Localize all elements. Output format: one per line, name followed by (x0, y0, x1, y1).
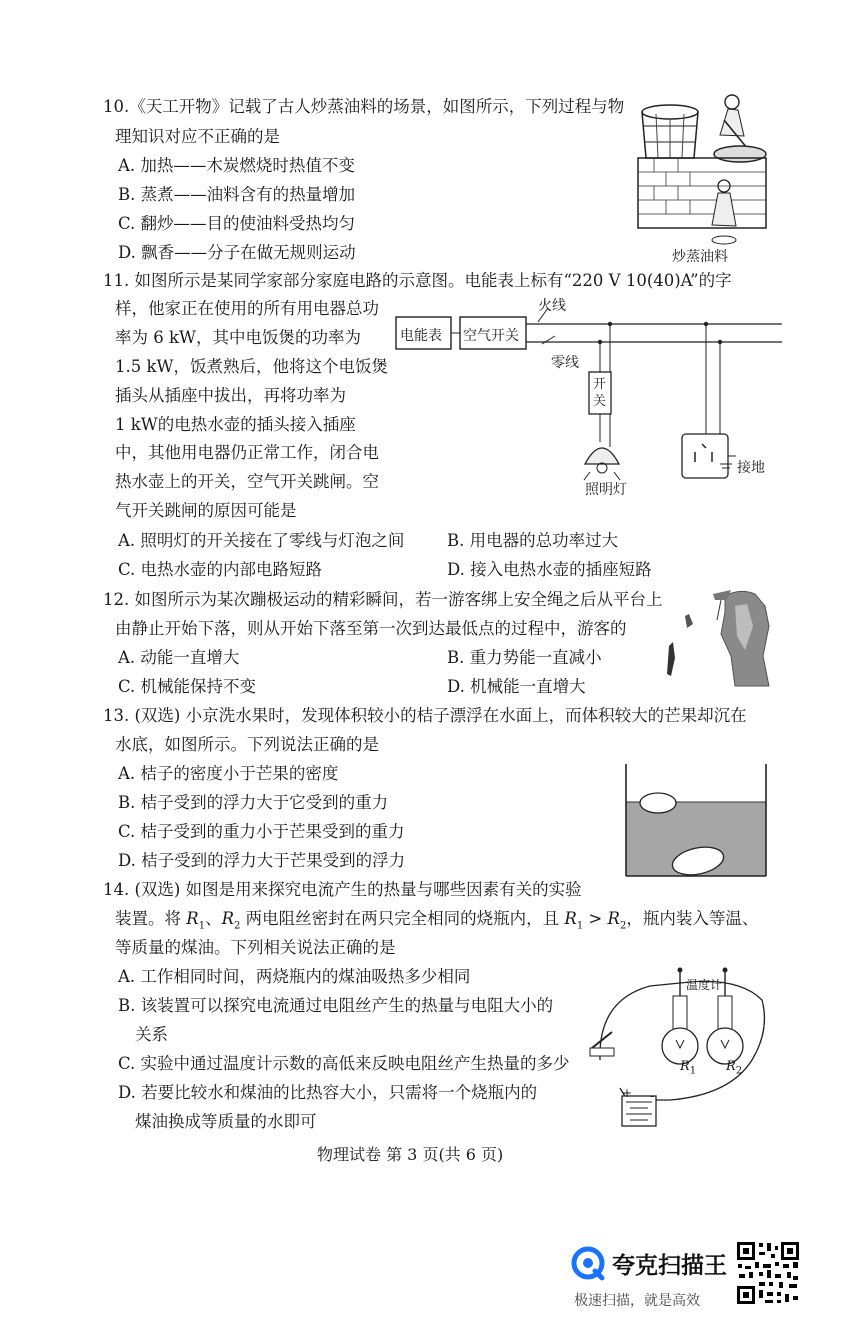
q11-fig-breaker-label: 空气开关 (463, 328, 519, 344)
q11-option-d: D. 接入电热水壶的插座短路 (447, 560, 652, 579)
q11-option-c: C. 电热水壶的内部电路短路 (118, 560, 323, 579)
q10-stem-line1: 10.《天工开物》记载了古人炒蒸油料的场景，如图所示，下列过程与物 (103, 97, 625, 116)
q11-fig-lamp-label: 照明灯 (585, 482, 627, 498)
q13-stem-line2: 水底，如图所示。下列说法正确的是 (115, 735, 379, 754)
q12-stem-line2: 由静止开始下落，则从开始下落至第一次到达最低点的过程中，游客的 (115, 619, 627, 638)
q10-option-b: B. 蒸煮——油料含有的热量增加 (118, 185, 356, 204)
brand-name: 夸克扫描王 (612, 1253, 727, 1279)
q11-fig-ground-label: 接地 (737, 460, 765, 476)
q14-stem-line1: 14. (双选) 如图是用来探究电流产生的热量与哪些因素有关的实验 (103, 880, 582, 899)
page-footer: 物理试卷 第 3 页(共 6 页) (317, 1145, 504, 1164)
q12-figure-bungee-photo (665, 586, 770, 688)
q13-option-d: D. 桔子受到的浮力大于芒果受到的浮力 (118, 851, 406, 870)
q10-option-a: A. 加热——木炭燃烧时热值不变 (118, 156, 355, 175)
q11-stem-line7: 中，其他用电器仍正常工作，闭合电 (115, 443, 379, 462)
q14-fig-minus-label: - (650, 1089, 655, 1103)
q13-option-a: A. 桔子的密度小于芒果的密度 (118, 764, 339, 783)
q11-stem-line5: 插头从插座中拔出，再将功率为 (115, 386, 346, 405)
q14-option-c: C. 实验中通过温度计示数的高低来反映电阻丝产生热量的多少 (118, 1054, 570, 1073)
q13-figure-water-tank (622, 762, 772, 880)
brand-logo (571, 1246, 607, 1282)
q11-fig-meter-label: 电能表 (400, 328, 442, 344)
q11-fig-live-label: 火线 (538, 298, 566, 314)
q10-option-d: D. 飘香——分子在做无规则运动 (118, 243, 356, 262)
q14-fig-thermometer-label: 温度计 (686, 978, 723, 992)
q13-option-b: B. 桔子受到的浮力大于它受到的重力 (118, 793, 389, 812)
q11-stem-line8: 热水壶上的开关，空气开关跳闸。空 (115, 472, 379, 491)
qr-code (735, 1240, 801, 1306)
q11-stem-line9: 气开关跳闸的原因可能是 (115, 501, 297, 520)
q14-fig-r2-label: $R_2$ (726, 1059, 743, 1077)
q10-option-c: C. 翻炒——目的使油料受热均匀 (118, 214, 356, 233)
q12-option-c: C. 机械能保持不变 (118, 677, 257, 696)
q10-figure-caption: 炒蒸油料 (672, 249, 728, 265)
q12-option-a: A. 动能一直增大 (118, 648, 240, 667)
q11-fig-switch-label: 开关 (593, 377, 607, 409)
q10-stem-line2: 理知识对应不正确的是 (115, 127, 280, 146)
q11-option-b: B. 用电器的总功率过大 (447, 531, 619, 550)
q11-stem-line6: 1 kW的电热水壶的插头接入插座 (115, 415, 356, 434)
q14-fig-r1-label: $R_1$ (680, 1059, 697, 1077)
q11-fig-neutral-label: 零线 (551, 355, 579, 371)
q14-option-d-line1: D. 若要比较水和煤油的比热容大小，只需将一个烧瓶内的 (118, 1083, 538, 1102)
q11-stem-line1: 11. 如图所示是某同学家部分家庭电路的示意图。电能表上标有“220 V 10(40)A”的字 (103, 271, 732, 290)
q14-fig-plus-label: + (622, 1086, 633, 1100)
q12-option-b: B. 重力势能一直减小 (447, 648, 602, 667)
q11-figure-household-circuit (390, 292, 785, 502)
q14-stem-line2: 装置。将 $R_1$、$R_2$ 两电阻丝密封在两只完全相同的烧瓶内，且 $R_1 > R_2$，瓶内装入等温、 (115, 909, 759, 932)
q14-option-d-line2: 煤油换成等质量的水即可 (135, 1112, 317, 1131)
q14-figure-heating-apparatus (580, 960, 770, 1135)
q12-option-d: D. 机械能一直增大 (447, 677, 586, 696)
brand-slogan: 极速扫描，就是高效 (574, 1293, 700, 1309)
q11-stem-line4: 1.5 kW，饭煮熟后，他将这个电饭煲 (115, 357, 388, 376)
q14-option-b-line2: 关系 (135, 1025, 168, 1044)
q14-stem-line3: 等质量的煤油。下列相关说法正确的是 (115, 938, 396, 957)
q11-stem-line2: 样，他家正在使用的所有用电器总功 (115, 299, 379, 318)
q13-stem-line1: 13. (双选) 小京洗水果时，发现体积较小的桔子漂浮在水面上，而体积较大的芒果却沉在 (103, 706, 747, 725)
q11-option-a: A. 照明灯的开关接在了零线与灯泡之间 (118, 531, 405, 550)
q14-option-a: A. 工作相同时间，两烧瓶内的煤油吸热多少相同 (118, 967, 471, 986)
q11-stem-line3: 率为 6 kW，其中电饭煲的功率为 (115, 328, 361, 347)
q14-option-b-line1: B. 该装置可以探究电流通过电阻丝产生的热量与电阻大小的 (118, 996, 554, 1015)
q12-stem-line1: 12. 如图所示为某次蹦极运动的精彩瞬间，若一游客绑上安全绳之后从平台上 (103, 590, 663, 609)
q13-option-c: C. 桔子受到的重力小于芒果受到的重力 (118, 822, 405, 841)
